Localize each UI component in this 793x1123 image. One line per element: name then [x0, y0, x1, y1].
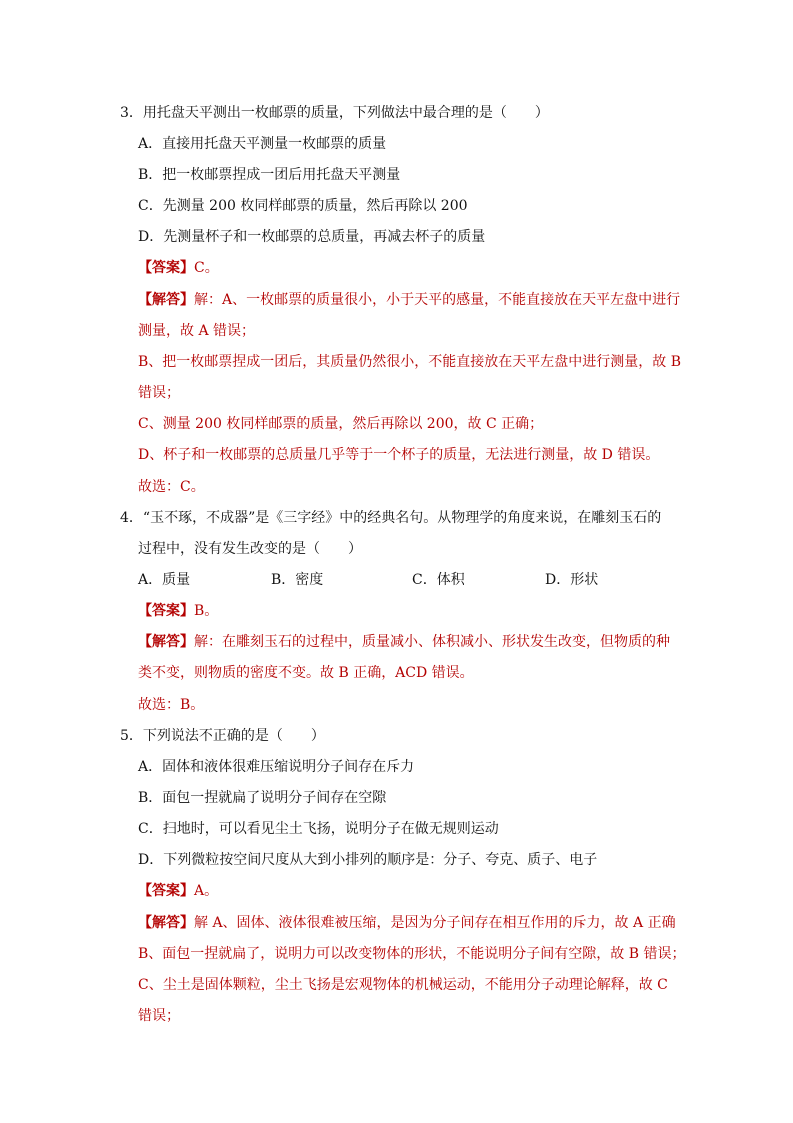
question-3-analysis-line-1 — [138, 290, 680, 310]
question-3-stem: 3．用托盘天平测出一枚邮票的质量，下列做法中最合理的是（ ） — [120, 105, 549, 121]
answer-value: C。 — [194, 260, 219, 276]
question-5-option-d: D．下列微粒按空间尺度从大到小排列的顺序是：分子、夸克、质子、电子 — [138, 852, 598, 868]
question-4-option-b: B．密度 — [271, 572, 324, 588]
analysis-text: 解：A、一枚邮票的质量很小，小于天平的感量，不能直接放在天平左盘中进行 — [194, 292, 681, 308]
question-5-option-c: C．扫地时，可以看见尘土飞扬，说明分子在做无规则运动 — [138, 821, 499, 837]
question-4-analysis-line-2: 类不变，则物质的密度不变。故 B 正确，ACD 错误。 — [138, 665, 474, 681]
question-4-option-d: D．形状 — [545, 572, 599, 588]
question-3-analysis-line-3: B、把一枚邮票捏成一团后，其质量仍然很小，不能直接放在天平左盘中进行测量，故 B — [138, 354, 682, 370]
question-5-analysis-line-3: C、尘土是固体颗粒，尘土飞扬是宏观物体的机械运动，不能用分子动理论解释，故 C — [138, 977, 668, 993]
question-4-option-a: A．质量 — [138, 572, 191, 588]
question-5-analysis-line-4: 错误； — [138, 1008, 180, 1024]
answer-value: A。 — [194, 883, 219, 899]
question-3-analysis-line-4: 错误； — [138, 385, 180, 401]
question-5-answer — [138, 881, 218, 901]
question-3-option-d: D．先测量杯子和一枚邮票的总质量，再减去杯子的质量 — [138, 229, 486, 245]
question-4-conclusion: 故选：B。 — [138, 697, 205, 713]
question-3-option-b: B．把一枚邮票捏成一团后用托盘天平测量 — [138, 167, 401, 183]
analysis-tag: 【解答】 — [138, 292, 194, 308]
question-5-stem: 5．下列说法不正确的是（ ） — [120, 728, 325, 744]
question-3-analysis-line-5: C、测量 200 枚同样邮票的质量，然后再除以 200，故 C 正确； — [138, 416, 544, 432]
question-5-analysis-line-1 — [138, 913, 676, 933]
question-3-option-c: C．先测量 200 枚同样邮票的质量，然后再除以 200 — [138, 198, 468, 214]
answer-value: B。 — [194, 603, 219, 619]
analysis-tag: 【解答】 — [138, 634, 194, 650]
answer-tag: 【答案】 — [138, 883, 194, 899]
question-3-analysis-line-6: D、杯子和一枚邮票的总质量几乎等于一个杯子的质量，无法进行测量，故 D 错误。 — [138, 447, 660, 463]
question-3-answer — [138, 258, 219, 278]
question-3-conclusion: 故选：C。 — [138, 479, 205, 495]
question-4-stem-line-1: 4．“玉不琢，不成器”是《三字经》中的经典名句。从物理学的角度来说，在雕刻玉石的 — [120, 510, 662, 526]
question-4-analysis-line-1 — [138, 632, 670, 652]
question-4-stem-line-2: 过程中，没有发生改变的是（ ） — [138, 541, 362, 557]
analysis-tag: 【解答】 — [138, 915, 194, 931]
analysis-text: 解 A、固体、液体很难被压缩，是因为分子间存在相互作用的斥力，故 A 正确 — [194, 915, 676, 931]
answer-tag: 【答案】 — [138, 603, 194, 619]
question-4-answer — [138, 601, 218, 621]
question-5-analysis-line-2: B、面包一捏就扁了，说明力可以改变物体的形状，不能说明分子间有空隙，故 B 错误； — [138, 946, 686, 962]
question-4-options — [138, 570, 658, 590]
question-4-option-c: C．体积 — [412, 572, 465, 588]
question-5-option-b: B．面包一捏就扁了说明分子间存在空隙 — [138, 790, 387, 806]
answer-tag: 【答案】 — [138, 260, 194, 276]
analysis-text: 解：在雕刻玉石的过程中，质量减小、体积减小、形状发生改变，但物质的种 — [194, 634, 670, 650]
question-5-option-a: A．固体和液体很难压缩说明分子间存在斥力 — [138, 759, 415, 775]
question-3-option-a: A．直接用托盘天平测量一枚邮票的质量 — [138, 136, 387, 152]
question-3-analysis-line-2: 测量，故 A 错误； — [138, 323, 256, 339]
